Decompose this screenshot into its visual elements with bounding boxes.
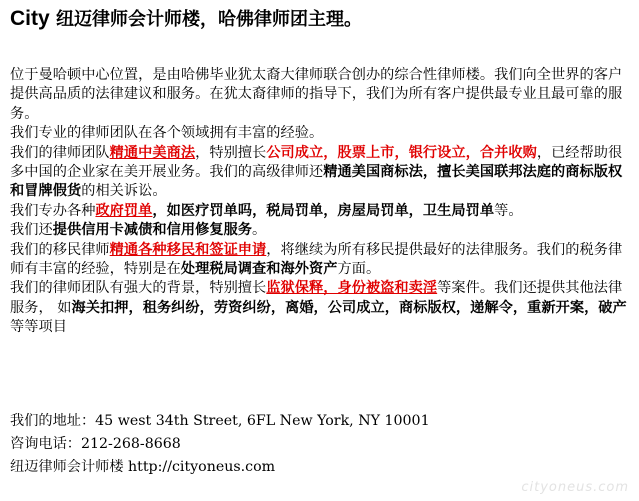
highlight-fine-types: 如医疗罚单吗，税局罚单，房屋局罚单，卫生局罚单 [166, 202, 495, 219]
text-span: ，特别擅长 [195, 144, 267, 161]
commercial-law-paragraph [10, 144, 628, 202]
experience-paragraph: 我们专业的律师团队在各个领域拥有丰富的经验。 [10, 125, 324, 142]
text-span: 方面。 [337, 261, 381, 278]
text-span: 的相关诉讼。 [81, 183, 167, 200]
highlight-other-services: 海关扣押，租务纠纷，劳资纠纷，离婚，公司成立，商标版权，递解令，重新开案，破产 [71, 299, 627, 316]
text-span: 我们专办各种 [10, 202, 96, 219]
text-span: 等案件。我们还提供其他法律服务， 如 [10, 280, 623, 316]
phone-label: 咨询电话： [10, 436, 81, 453]
address-label: 我们的地址： [10, 413, 96, 429]
highlight-trademark-law: 精通美国商标法，擅长美国联邦法庭的商标版权和冒牌假货 [10, 164, 623, 200]
text-span: 。 [252, 222, 267, 239]
highlight-criminal-cases: 监狱保释，身份被盗和卖淫 [266, 280, 438, 297]
address-value: 45 west 34th Street, 6FL New York, NY 10001 [95, 413, 430, 429]
text-span: ，将继续为所有移民提供最好的法律服务。我们的税务律师有丰富的经验，特别是在 [10, 241, 623, 278]
article-body [10, 66, 628, 338]
phone-line [10, 433, 628, 456]
fines-paragraph [10, 202, 628, 221]
text-span: 我们的律师团队有强大的背景，特别擅长 [10, 280, 267, 297]
text-span: 等。 [494, 202, 523, 219]
highlight-credit-services: 提供信用卡减债和信用修复服务 [52, 222, 253, 239]
criminal-paragraph [10, 279, 628, 337]
highlight-commercial-law: 精通中美商法 [109, 144, 196, 161]
title-text: 纽迈律师会计师楼，哈佛律师团主理。 [49, 9, 362, 30]
intro-paragraph: 位于曼哈顿中心位置，是由哈佛毕业犹太裔大律师联合创办的综合性律师楼。我们向全世界的客户提供高品质的法律建议和服务。在犹太裔律师的指导下，我们为所有客户提供最专业且最可靠的服务。 [10, 67, 623, 122]
text-span: 等等项目 [10, 319, 67, 336]
address-line [10, 410, 628, 433]
text-span: 我们的律师团队 [10, 144, 110, 161]
credit-paragraph [10, 221, 628, 240]
text-span: 我们的移民律师 [10, 241, 110, 258]
page [10, 4, 632, 35]
text-span: ，已经帮助很多中国的企业家在美开展业务。我们的高级律师还 [10, 144, 623, 181]
brand-name: City [10, 7, 50, 30]
immigration-paragraph [10, 241, 628, 280]
page-title [10, 4, 632, 35]
website-link[interactable]: http://cityoneus.com [128, 459, 276, 476]
website-line [10, 456, 628, 479]
watermark: cityoneus.com [521, 480, 629, 495]
text-span: 我们还 [10, 222, 53, 239]
contact-block [10, 410, 628, 480]
text-span: ， [152, 202, 167, 219]
website-label: 纽迈律师会计师楼 [10, 459, 129, 476]
phone-value: 212-268-8668 [80, 436, 181, 453]
highlight-immigration: 精通各种移民和签证申请 [109, 241, 267, 258]
highlight-tax-investigation: 处理税局调查和海外资产 [180, 261, 338, 278]
highlight-corporate-services: 公司成立，股票上市，银行设立，合并收购 [266, 144, 537, 161]
highlight-government-fines: 政府罚单 [95, 202, 153, 219]
